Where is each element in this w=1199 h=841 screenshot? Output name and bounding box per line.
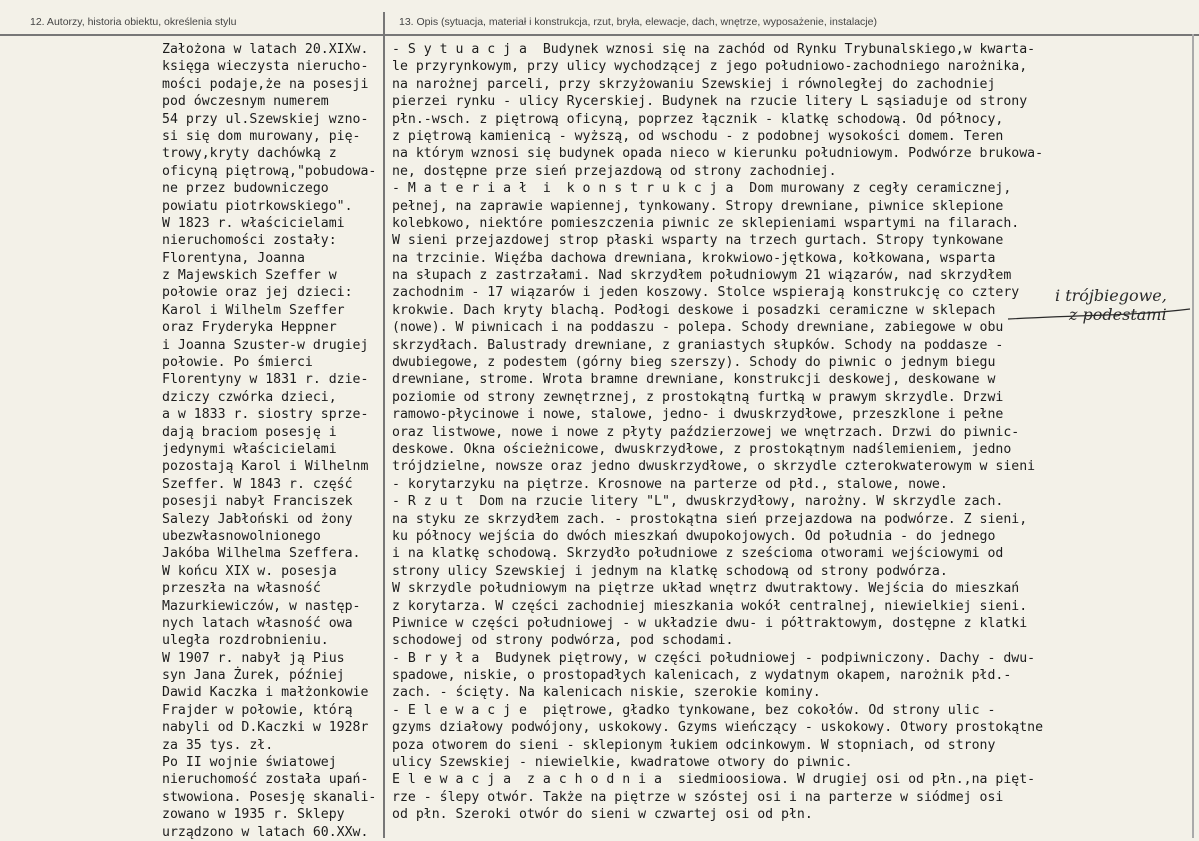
description-text-line: zachodnim - 17 wiązarów i jeden koszowy. Stolce wspierają konstrukcję co cztery — [392, 285, 1020, 301]
description-text-line: na styku ze skrzydłem zach. - prostokątna sień przejazdowa na podwórze. Z sieni, — [392, 511, 1028, 527]
description-text-line: płn.-wsch. z piętrową oficyną, poprzez łącznik - klatkę schodową. Od północy, — [392, 111, 1004, 127]
description-text-line: gzyms działowy podwójony, uskokowy. Gzyms wieńczący - uskokowy. Otwory prostokątne — [392, 720, 1044, 736]
history-text-line: ne przez budowniczego — [162, 181, 329, 197]
history-text-line: 54 przy ul.Szewskiej wzno- — [162, 111, 369, 127]
history-text-line: posesji nabył Franciszek — [162, 494, 353, 510]
description-text-line: W skrzydle południowym na piętrze układ wnętrz dwutraktowy. Wejścia do mieszkań — [392, 581, 1020, 597]
history-text-line: oraz Fryderyka Heppner — [162, 320, 337, 336]
description-text-line: - korytarzyku na piętrze. Krosnowe na parterze od płd., stalowe, nowe. — [392, 476, 948, 492]
description-text-line: - R z u t Dom na rzucie litery "L", dwuskrzydłowy, narożny. W skrzydle zach. — [392, 494, 1004, 510]
history-text-line: za 35 tys. zł. — [162, 737, 274, 753]
history-text-line: nieruchomość została upań- — [162, 772, 369, 788]
description-text-line: - B r y ł a Budynek piętrowy, w części południowej - podpiwniczony. Dachy - dwu- — [392, 650, 1036, 666]
history-text-line: pod ówczesnym numerem — [162, 94, 329, 110]
history-text-line: jedynymi właścicielami — [162, 441, 337, 457]
description-text-line: dwubiegowe, z podestem (górny bieg szerszy). Schody do piwnic o jednym biegu — [392, 355, 996, 371]
description-text-line: ku północy wejścia do dwóch mieszkań dwupokojowych. Od południa - do jednego — [392, 528, 996, 544]
description-text-line: zach. - ścięty. Na kalenicach niskie, szerokie kominy. — [392, 685, 821, 701]
history-text-line: Salezy Jabłoński od żony — [162, 511, 353, 527]
history-text-line: Dawid Kaczka i małżonkowie — [162, 685, 369, 701]
header-divider — [0, 34, 1199, 36]
description-text-line: ulicy Szewskiej - niewielkie, kwadratowe otwory do piwnic. — [392, 755, 853, 771]
history-text-line: nieruchomości zostały: — [162, 233, 337, 249]
history-text-line: Szeffer. W 1843 r. część — [162, 476, 353, 492]
history-text-line: Florentyny w 1831 r. dzie- — [162, 372, 369, 388]
history-text-line: i Joanna Szuster-w drugiej — [162, 337, 369, 353]
history-text-line: połowie oraz jej dzieci: — [162, 285, 353, 301]
description-text-line: W sieni przejazdowej strop płaski wsparty na trzech gurtach. Stropy tynkowane — [392, 233, 1004, 249]
description-text-line: z piętrową kamienicą - wyższą, od wschodu - z podobnej wysokości domem. Teren — [392, 128, 1004, 144]
history-text-line: uległa rozdrobnieniu. — [162, 633, 329, 649]
description-text-line: poziomie od strony zewnętrznej, z prostokątną furtką w prawym skrzydle. Drzwi — [392, 389, 1004, 405]
description-text-line: skrzydłach. Balustrady drewniane, z graniastych słupków. Schody na poddasze - — [392, 337, 1004, 353]
description-text-line: i na klatkę schodową. Skrzydło południowe z sześcioma otworami wejściowymi od — [392, 546, 1004, 562]
right-border — [1192, 34, 1194, 838]
history-text-line: księga wieczysta nierucho- — [162, 59, 369, 75]
history-text-line: nych latach własność owa — [162, 615, 353, 631]
history-text-line: W 1823 r. właścicielami — [162, 215, 345, 231]
history-text-line: Karol i Wilhelm Szeffer — [162, 302, 345, 318]
description-text-line: pełnej, na zaprawie wapiennej, tynkowany. Stropy drewniane, piwnice sklepione — [392, 198, 1004, 214]
description-text-line: kolebkowo, niektóre pomieszczenia piwnic ze sklepieniami wspartymi na filarach. — [392, 215, 1020, 231]
history-text-line: a w 1833 r. siostry sprze- — [162, 407, 369, 423]
description-text-line: E l e w a c j a z a c h o d n i a siedmioosiowa. W drugiej osi od płn.,na pięt- — [392, 772, 1036, 788]
history-text-line: dają braciom posesję i — [162, 424, 337, 440]
history-text-line: połowie. Po śmierci — [162, 355, 313, 371]
history-text-line: stwowiona. Posesję skanali- — [162, 789, 377, 805]
description-text-line: spadowe, niskie, o prostopadłych kalenicach, z wydatnym okapem, narożnik płd.- — [392, 668, 1012, 684]
description-text-line: na którym wznosi się budynek opada nieco w kierunku południowym. Podwórze brukowa- — [392, 146, 1044, 162]
description-text-line: poza otworem do sieni - sklepionym łukiem odcinkowym. W stopniach, od strony — [392, 737, 996, 753]
handwritten-note-line-2: z podestami — [1069, 305, 1167, 324]
description-text-line: ramowo-płycinowe i nowe, stalowe, jedno- i dwuskrzydłowe, przeszklone i pełne — [392, 407, 1004, 423]
history-text-line: Jakóba Wilhelma Szeffera. — [162, 546, 361, 562]
history-text-line: powiatu piotrkowskiego". — [162, 198, 353, 214]
history-text-line: oficyną piętrową,"pobudowa- — [162, 163, 377, 179]
history-text-line: zowano w 1935 r. Sklepy — [162, 807, 345, 823]
description-text-line: deskowe. Okna ościeżnicowe, dwuskrzydłowe, z prostokątnym nadślemieniem, jedno — [392, 441, 1012, 457]
history-text-line: trowy,kryty dachówką z — [162, 146, 337, 162]
description-text-line: na słupach z zastrzałami. Nad skrzydłem południowym 21 wiązarów, nad skrzydłem — [392, 268, 1012, 284]
history-text-line: Założona w latach 20.XIXw. — [162, 42, 369, 57]
history-text-line: urządzono w latach 60.XXw. — [162, 824, 369, 840]
description-text-line: trójdzielne, nowsze oraz jedno dwuskrzydłowe, o skrzydle czterokwaterowym w sieni — [392, 459, 1036, 475]
history-text-line: W końcu XIX w. posesja — [162, 563, 337, 579]
history-text-line: ubezwłasnowolnionego — [162, 528, 321, 544]
description-text-line: strony ulicy Szewskiej i jednym na klatkę schodową od strony podwórza. — [392, 563, 948, 579]
history-text-line: dziczy czwórka dzieci, — [162, 389, 337, 405]
description-text-line: drewniane, strome. Wrota bramne drewniane, konstrukcji deskowej, deskowane w — [392, 372, 996, 388]
history-text-column — [162, 41, 382, 841]
history-text-line: W 1907 r. nabył ją Pius — [162, 650, 345, 666]
history-text-line: si się dom murowany, pię- — [162, 128, 361, 144]
history-text-line: przeszła na własność — [162, 581, 321, 597]
history-text-line: Florentyna, Joanna — [162, 250, 305, 266]
description-text-line: oraz listwowe, nowe i nowe z płyty paździerzowej we wnętrzach. Drzwi do piwnic- — [392, 424, 1020, 440]
history-text-line: z Majewskich Szeffer w — [162, 268, 337, 284]
history-text-line: syn Jana Żurek, później — [162, 668, 345, 684]
description-text-line: na narożnej parceli, przy skrzyżowaniu Szewskiej i równoległej do zachodniej — [392, 76, 996, 92]
description-text-line: krokwie. Dach kryty blachą. Podłogi deskowe i posadzki ceramiczne w sklepach — [392, 302, 996, 318]
description-text-line: Piwnice w części południowej - w układzie dwu- i półtraktowym, dostępne z klatki — [392, 615, 1028, 631]
description-text-line: na trzcinie. Więźba dachowa drewniana, krokwiowo-jętkowa, kołkowana, wsparta — [392, 250, 996, 266]
description-text-line: - M a t e r i a ł i k o n s t r u k c j a Dom murowany z cegły ceramicznej, — [392, 181, 1012, 197]
description-text-line: od płn. Szeroki otwór do sieni w czwartej osi od płn. — [392, 807, 813, 823]
history-text-line: mości podaje,że na posesji — [162, 76, 369, 92]
column-divider — [383, 12, 385, 838]
description-text-line: rze - ślepy otwór. Także na piętrze w szóstej osi i na parterze w siódmej osi — [392, 789, 1004, 805]
description-text-line: - E l e w a c j e piętrowe, gładko tynkowane, bez cokołów. Od strony ulic - — [392, 702, 996, 718]
description-text-line: (nowe). W piwnicach i na poddaszu - polepa. Schody drewniane, zabiegowe w obu — [392, 320, 1004, 336]
description-text-line: z korytarza. W części zachodniej mieszkania wokół centralnej, niewielkiej sieni. — [392, 598, 1028, 614]
history-text-line: Po II wojnie światowej — [162, 755, 337, 771]
section-13-heading: 13. Opis (sytuacja, materiał i konstrukcja, rzut, bryła, elewacje, dach, wnętrze, wyposażenie, instalacje) — [399, 16, 877, 28]
history-text-line: Mazurkiewiczów, w następ- — [162, 598, 361, 614]
history-text-line: pozostają Karol i Wilhelnm — [162, 459, 369, 475]
handwritten-note-line-1: i trójbiegowe, — [1055, 286, 1167, 305]
history-text-line: Frajder w połowie, którą — [162, 702, 353, 718]
section-12-heading: 12. Autorzy, historia obiektu, określenia stylu — [30, 16, 237, 28]
description-text-line: pierzei rynku - ulicy Rycerskiej. Budynek na rzucie litery L sąsiaduje od strony — [392, 94, 1028, 110]
description-text-line: schodowej od strony podwórza, pod schodami. — [392, 633, 734, 649]
description-text-line: - S y t u a c j a Budynek wznosi się na zachód od Rynku Trybunalskiego,w kwarta- — [392, 42, 1036, 57]
description-text-column — [392, 41, 1092, 824]
description-text-line: le przyrynkowym, przy ulicy wychodzącej z jego południowo-zachodniego narożnika, — [392, 59, 1028, 75]
history-text-line: nabyli od D.Kaczki w 1928r — [162, 720, 369, 736]
description-text-line: ne, dostępne prze sień przejazdową od strony zachodniej. — [392, 163, 837, 179]
